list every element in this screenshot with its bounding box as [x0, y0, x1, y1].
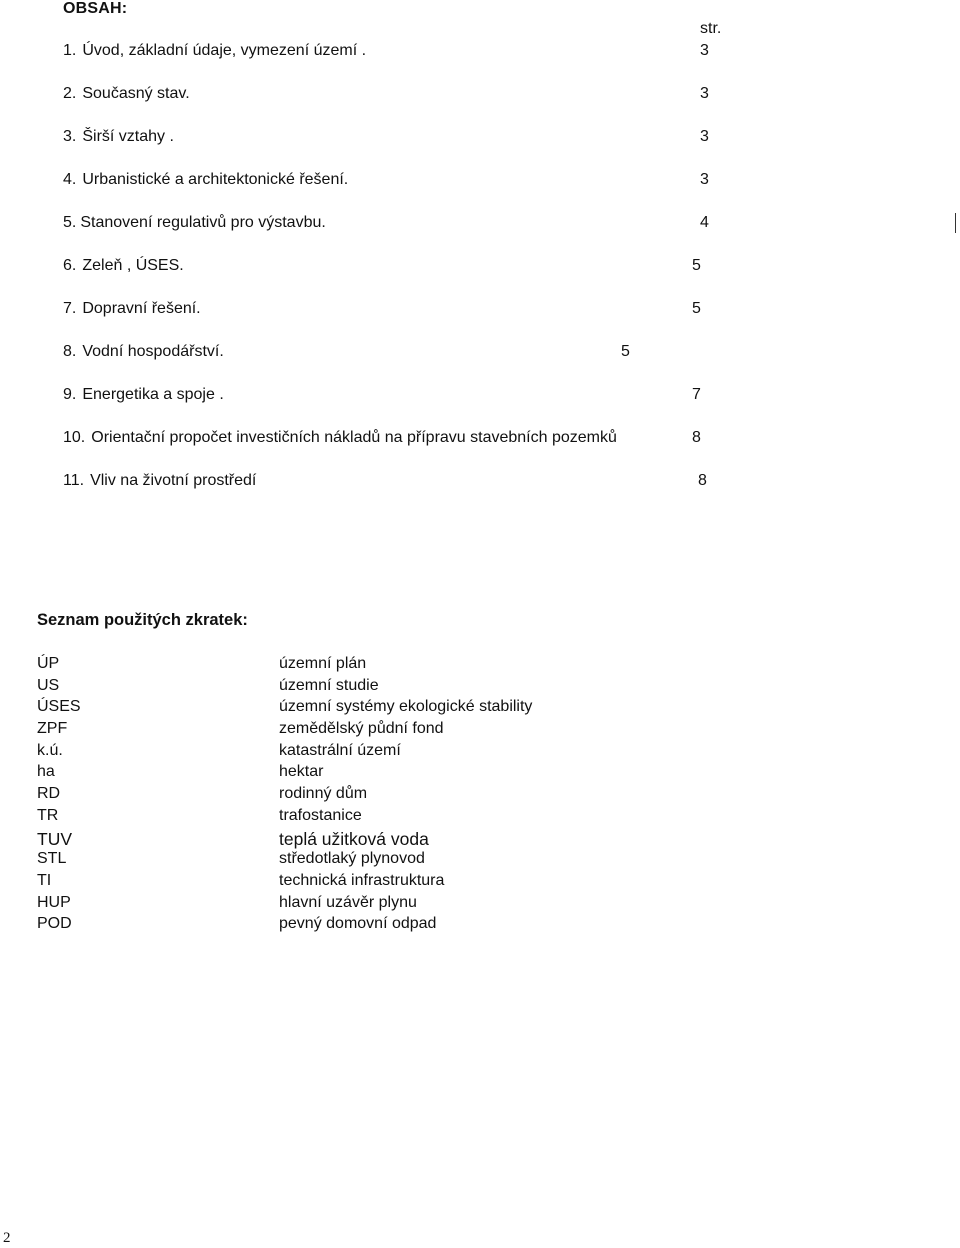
toc-item-title: Současný stav. — [82, 85, 190, 102]
toc-item — [63, 472, 256, 494]
abbreviation-code: TUV — [37, 828, 72, 849]
abbreviation-row — [37, 872, 637, 894]
abbreviation-meaning: územní plán — [279, 655, 367, 672]
toc-heading: OBSAH: — [63, 0, 128, 17]
toc-item-page: 8 — [698, 472, 707, 489]
toc-item-number: 7. — [63, 300, 77, 317]
toc-item-number: 9. — [63, 386, 77, 403]
toc-item-page: 3 — [700, 85, 709, 102]
toc-item-number: 5. — [63, 214, 77, 231]
toc-item — [63, 257, 184, 279]
abbreviation-meaning: hlavní uzávěr plynu — [279, 893, 417, 911]
abbreviation-row — [37, 894, 637, 916]
toc-item — [63, 300, 201, 322]
toc-item-number: 4. — [63, 171, 77, 188]
toc-item — [63, 429, 617, 451]
abbreviation-meaning: územní studie — [279, 676, 379, 694]
toc-item-page: 7 — [692, 386, 701, 403]
toc-item — [63, 171, 348, 193]
abbreviation-row — [37, 677, 637, 699]
abbreviation-meaning: středotlaký plynovod — [279, 850, 425, 868]
toc-item-title: Dopravní řešení. — [82, 300, 201, 317]
abbreviation-meaning: rodinný dům — [279, 785, 368, 803]
abbreviation-meaning: hektar — [279, 763, 324, 781]
toc-item-number: 2. — [63, 85, 77, 102]
toc-item — [63, 343, 224, 365]
toc-item-number: 6. — [63, 257, 77, 274]
abbreviation-code: ha — [37, 763, 55, 781]
abbreviation-row — [37, 655, 637, 677]
abbreviation-code: RD — [37, 785, 61, 803]
abbreviation-code: k.ú. — [37, 741, 63, 759]
toc-item-title: Zeleň , ÚSES. — [82, 257, 184, 274]
abbreviation-code: POD — [37, 915, 72, 933]
abbreviation-code: HUP — [37, 893, 71, 911]
toc-item-title: Energetika a spoje . — [82, 386, 224, 403]
abbreviation-row — [37, 807, 637, 829]
toc-item-number: 3. — [63, 128, 77, 145]
toc-item — [63, 128, 174, 150]
toc-item-number: 10. — [63, 429, 86, 446]
abbreviation-code: ÚP — [37, 655, 60, 672]
abbreviation-code: ZPF — [37, 720, 68, 738]
abbreviation-meaning: teplá užitková voda — [279, 828, 429, 849]
toc-item-number: 1. — [63, 42, 77, 59]
toc-item-title: Stanovení regulativů pro výstavbu. — [80, 214, 326, 231]
toc-item-title: Širší vztahy . — [82, 128, 174, 145]
abbreviation-row — [37, 720, 637, 742]
margin-mark — [955, 213, 956, 233]
toc-item-title: Vodní hospodářství. — [82, 343, 224, 360]
abbreviation-meaning: zemědělský půdní fond — [279, 720, 444, 738]
page-column-label: str. — [700, 20, 722, 37]
toc-item-page: 3 — [700, 128, 709, 145]
abbreviation-code: ÚSES — [37, 698, 81, 716]
abbreviation-code: TR — [37, 806, 59, 824]
toc-item-page: 5 — [692, 300, 701, 317]
abbreviation-code: TI — [37, 871, 52, 889]
abbreviation-meaning: katastrální území — [279, 741, 401, 759]
abbreviations-list — [37, 655, 637, 937]
toc-item-number: 11. — [63, 472, 85, 489]
abbreviations-heading: Seznam použitých zkratek: — [37, 611, 248, 629]
abbreviation-row — [37, 763, 637, 785]
toc-item-page: 5 — [692, 257, 701, 274]
page-number: 2 — [3, 1230, 11, 1246]
abbreviation-row — [37, 785, 637, 807]
toc-item-title: Urbanistické a architektonické řešení. — [82, 171, 349, 188]
toc-item — [63, 85, 190, 107]
toc-item-title: Orientační propočet investičních nákladů na přípravu stavebních pozemků — [91, 429, 617, 446]
abbreviation-row — [37, 742, 637, 764]
toc-item — [63, 214, 326, 236]
toc-item-number: 8. — [63, 343, 77, 360]
abbreviation-row — [37, 698, 637, 720]
abbreviation-row — [37, 829, 637, 851]
toc-item — [63, 386, 224, 408]
abbreviation-meaning: pevný domovní odpad — [279, 915, 437, 933]
abbreviation-code: US — [37, 676, 60, 694]
toc-item-title: Úvod, základní údaje, vymezení území . — [82, 42, 367, 59]
abbreviation-row — [37, 915, 637, 937]
toc-item — [63, 42, 366, 64]
abbreviation-row — [37, 850, 637, 872]
abbreviation-meaning: technická infrastruktura — [279, 871, 445, 889]
abbreviation-code: STL — [37, 850, 67, 868]
abbreviation-meaning: územní systémy ekologické stability — [279, 698, 533, 716]
toc-item-page: 3 — [700, 171, 709, 188]
abbreviation-meaning: trafostanice — [279, 806, 362, 824]
toc-item-page: 8 — [692, 429, 701, 446]
toc-item-page: 5 — [621, 343, 630, 360]
toc-item-title: Vliv na životní prostředí — [90, 472, 257, 489]
toc-item-page: 4 — [700, 214, 709, 231]
toc-item-page: 3 — [700, 42, 709, 59]
